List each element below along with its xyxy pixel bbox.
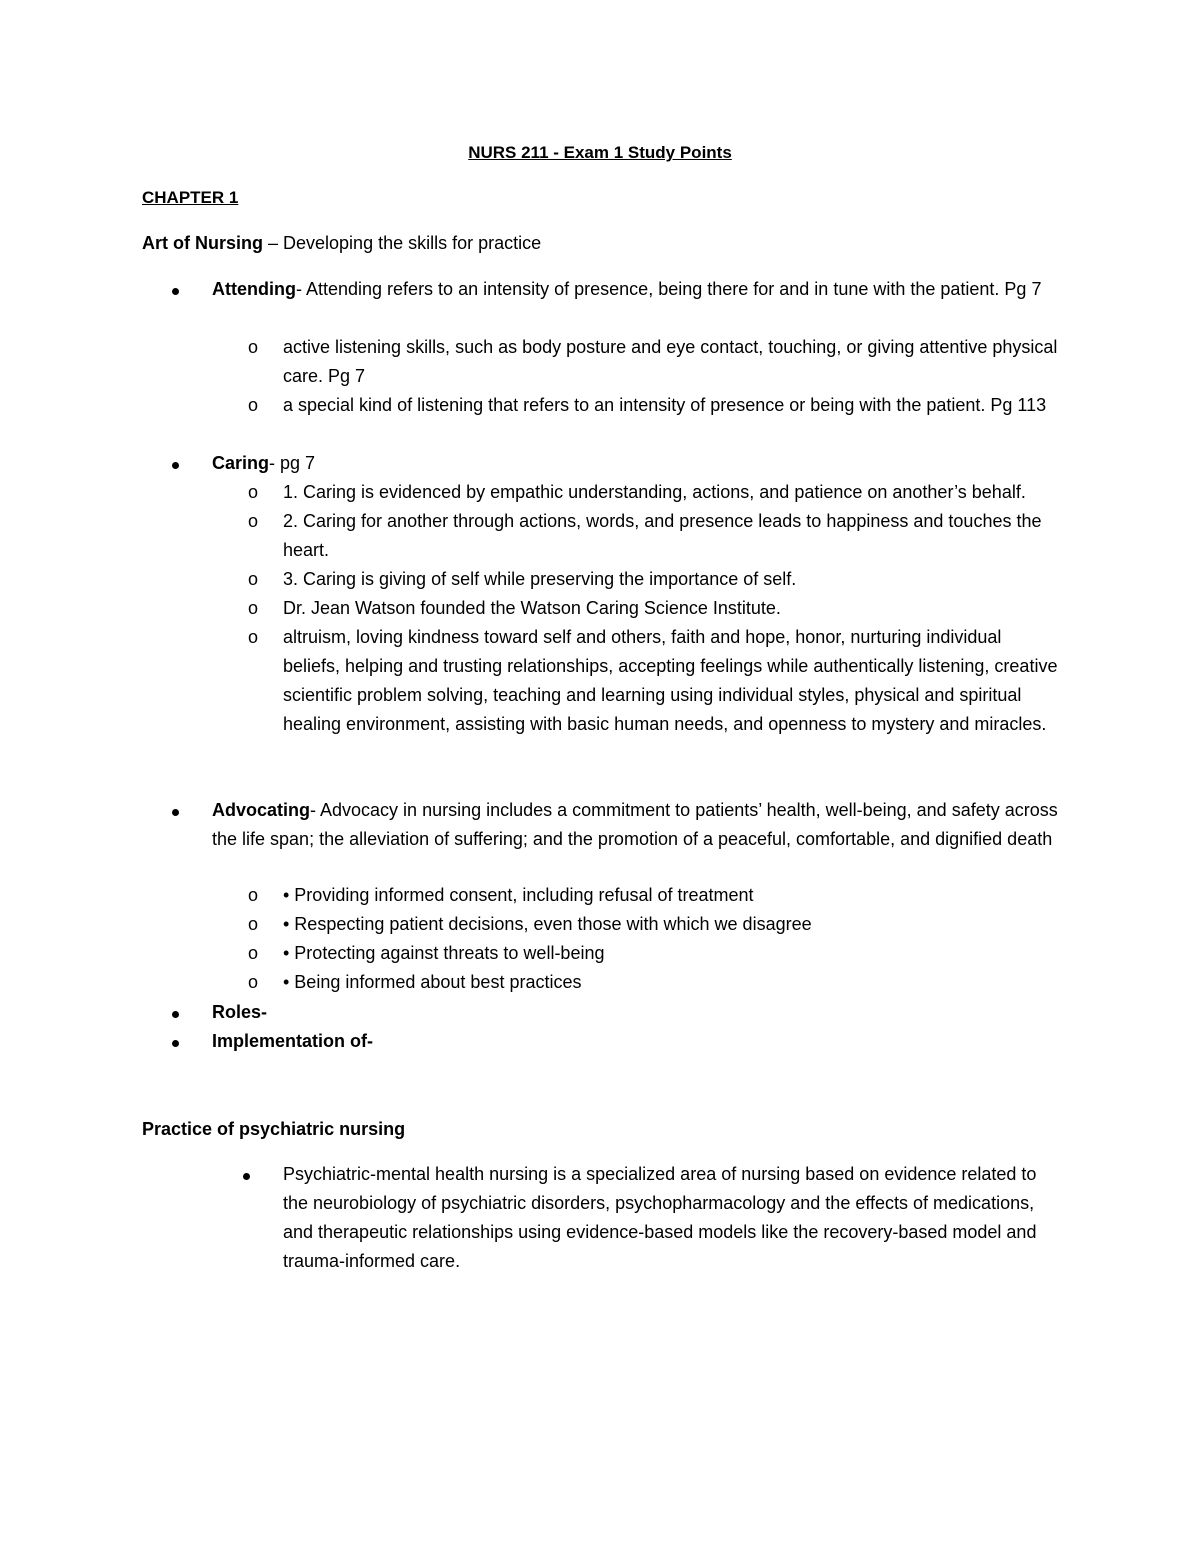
list-item (142, 623, 1062, 739)
sub-item-text: • Protecting against threats to well-being (283, 943, 605, 963)
circle-bullet-icon: o (248, 482, 259, 502)
item-label: Caring (212, 453, 270, 473)
list-item-caring (142, 449, 1062, 478)
list-item (142, 478, 1062, 507)
item-label: Advocating (212, 800, 311, 820)
bullet-icon (172, 998, 179, 1027)
item-text: - Advocacy in nursing includes a commitment to patients’ health, well-being, and safety across the life span; the alleviation of suffering; and the promotion of a peaceful, comfortable, and dignified death (212, 800, 1058, 849)
circle-bullet-icon: o (248, 885, 259, 905)
art-of-nursing-list (142, 275, 1062, 304)
sub-item-text: active listening skills, such as body posture and eye contact, touching, or giving attentive physical care. Pg 7 (283, 337, 1058, 386)
document-title: NURS 211 - Exam 1 Study Points (468, 143, 732, 162)
list-item (142, 391, 1062, 420)
circle-bullet-icon: o (248, 943, 259, 963)
sub-item-text: • Respecting patient decisions, even those with which we disagree (283, 914, 812, 934)
list-item (142, 881, 1062, 910)
advocating-sublist (142, 881, 1062, 997)
circle-bullet-icon: o (248, 569, 259, 589)
list-item-practice (142, 1160, 1062, 1276)
list-item-advocating (142, 796, 1062, 854)
advocating-list (142, 796, 1062, 854)
caring-list (142, 449, 1062, 478)
bullet-icon (172, 1027, 179, 1056)
list-item-attending (142, 275, 1062, 304)
list-item-implementation (142, 1027, 1062, 1056)
sub-item-text: • Being informed about best practices (283, 972, 582, 992)
sub-item-text: altruism, loving kindness toward self and others, faith and hope, honor, nurturing individual beliefs, helping and trusting relationships, accepting feelings while authentically listening, creative scientific problem solving, teaching and learning using individual styles, physical and spiritual healing environment, assisting with basic human needs, and openness to mystery and miracles. (283, 627, 1058, 734)
circle-bullet-icon: o (248, 627, 259, 647)
bullet-icon (172, 796, 179, 825)
circle-bullet-icon: o (248, 511, 259, 531)
list-item (142, 939, 1062, 968)
item-text: - Attending refers to an intensity of presence, being there for and in tune with the patient. Pg 7 (295, 279, 1042, 299)
list-item (142, 333, 1062, 391)
list-item (142, 507, 1062, 565)
item-text: Psychiatric-mental health nursing is a specialized area of nursing based on evidence related to the neurobiology of psychiatric disorders, psychopharmacology and the effects of medications, and therapeutic relationships using evidence-based models like the recovery-based model and trauma-informed care. (283, 1164, 1037, 1271)
bullet-icon (172, 275, 179, 304)
item-label: Attending (212, 279, 296, 299)
list-item-roles (142, 998, 1062, 1027)
art-of-nursing-heading-rest: – Developing the skills for practice (263, 233, 542, 253)
bullet-icon (243, 1160, 250, 1189)
circle-bullet-icon: o (248, 395, 259, 415)
art-of-nursing-heading-bold: Art of Nursing (142, 233, 263, 253)
item-label: Roles- (212, 1002, 268, 1022)
art-of-nursing-heading (142, 229, 541, 258)
practice-list (142, 1160, 1062, 1276)
item-label: Implementation of- (212, 1031, 373, 1051)
chapter-heading: CHAPTER 1 (142, 188, 239, 207)
roles-list (142, 998, 1062, 1056)
sub-item-text: 1. Caring is evidenced by empathic understanding, actions, and patience on another’s behalf. (283, 482, 1026, 502)
list-item (142, 910, 1062, 939)
circle-bullet-icon: o (248, 337, 259, 357)
practice-heading-text: Practice of psychiatric nursing (142, 1119, 406, 1139)
list-item (142, 594, 1062, 623)
circle-bullet-icon: o (248, 914, 259, 934)
sub-item-text: Dr. Jean Watson founded the Watson Caring Science Institute. (283, 598, 781, 618)
circle-bullet-icon: o (248, 598, 259, 618)
bullet-icon (172, 449, 179, 478)
list-item (142, 968, 1062, 997)
sub-item-text: • Providing informed consent, including refusal of treatment (283, 885, 754, 905)
circle-bullet-icon: o (248, 972, 259, 992)
practice-heading (142, 1115, 405, 1144)
sub-item-text: 3. Caring is giving of self while preserving the importance of self. (283, 569, 797, 589)
list-item (142, 565, 1062, 594)
item-text: - pg 7 (269, 453, 316, 473)
sub-item-text: 2. Caring for another through actions, words, and presence leads to happiness and touches the heart. (283, 511, 1042, 560)
caring-sublist (142, 478, 1062, 739)
sub-item-text: a special kind of listening that refers to an intensity of presence or being with the patient. Pg 113 (283, 395, 1047, 415)
attending-sublist (142, 333, 1062, 420)
